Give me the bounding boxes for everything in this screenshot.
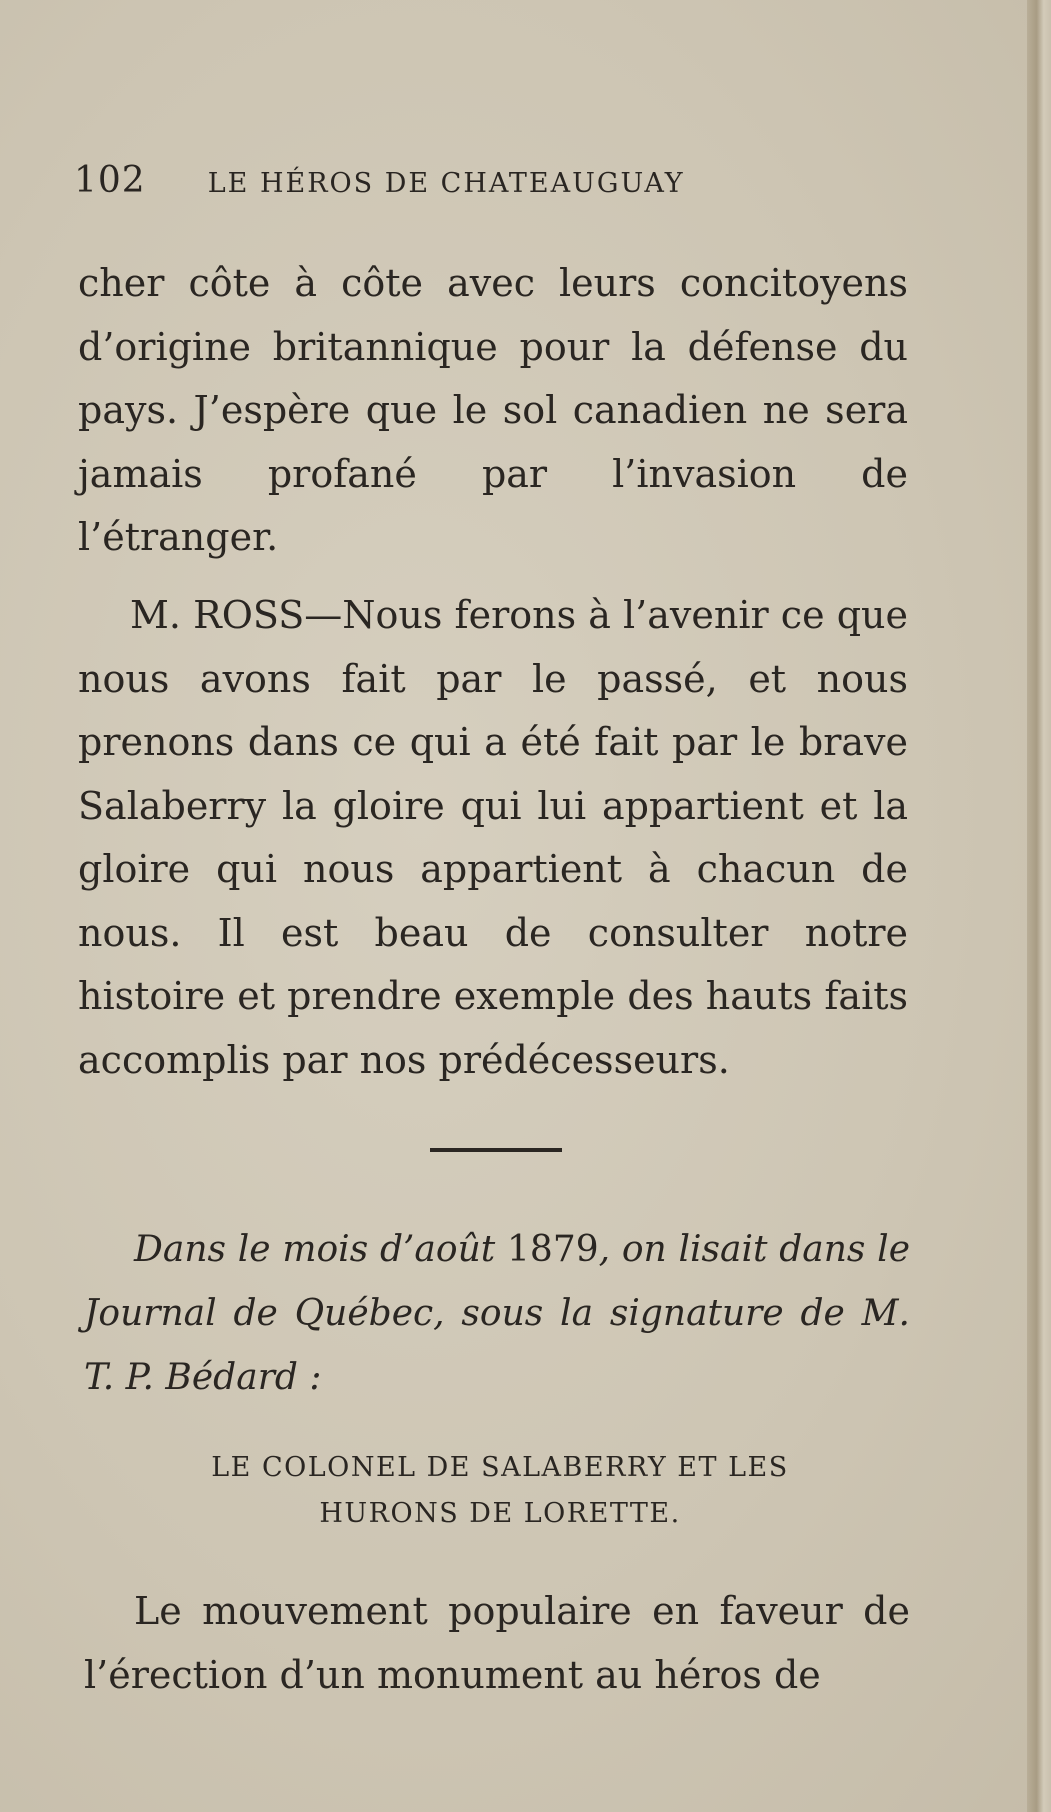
paragraph-ross	[78, 584, 908, 1092]
heading-line-1: LE COLONEL DE SALABERRY ET LES	[211, 1452, 789, 1483]
paragraph-text: cher côte à côte avec leurs concitoyens d’origine britannique pour la défense du pays. J’espère que le sol canadien ne sera jamais profané par l’invasion de l’étranger.	[78, 261, 908, 559]
paragraph-continued	[78, 252, 908, 570]
intro-text-start: Dans le mois d’août	[134, 1229, 508, 1270]
article-heading	[100, 1445, 900, 1537]
running-title: LE HÉROS DE CHATEAUGUAY	[207, 168, 685, 199]
running-header	[74, 160, 685, 204]
page-gutter-shadow	[1027, 0, 1051, 1812]
page-number: 102	[74, 160, 146, 201]
intro-text-end: , on lisait dans le Journal de Québec, sous la signature de M. T. P. Bédard :	[84, 1229, 910, 1398]
intro-year: 1879	[507, 1229, 599, 1270]
heading-line-2: HURONS DE LORETTE.	[319, 1498, 681, 1529]
paragraph-article-start	[84, 1580, 910, 1707]
paragraph-text: M. ROSS—Nous ferons à l’avenir ce que nous avons fait par le passé, et nous prenons dans ce qui a été fait par le brave Salaberry la gloire qui lui appartient et la gloire qui nous appartient à chacun de nous. Il est beau de consulter notre histoire et prendre exemple des hauts faits accomplis par nos prédécesseurs.	[78, 593, 908, 1082]
section-divider	[430, 1148, 562, 1152]
quotation-intro	[84, 1218, 910, 1410]
paragraph-text: Le mouvement populaire en faveur de l’érection d’un monument au héros de	[84, 1589, 910, 1697]
